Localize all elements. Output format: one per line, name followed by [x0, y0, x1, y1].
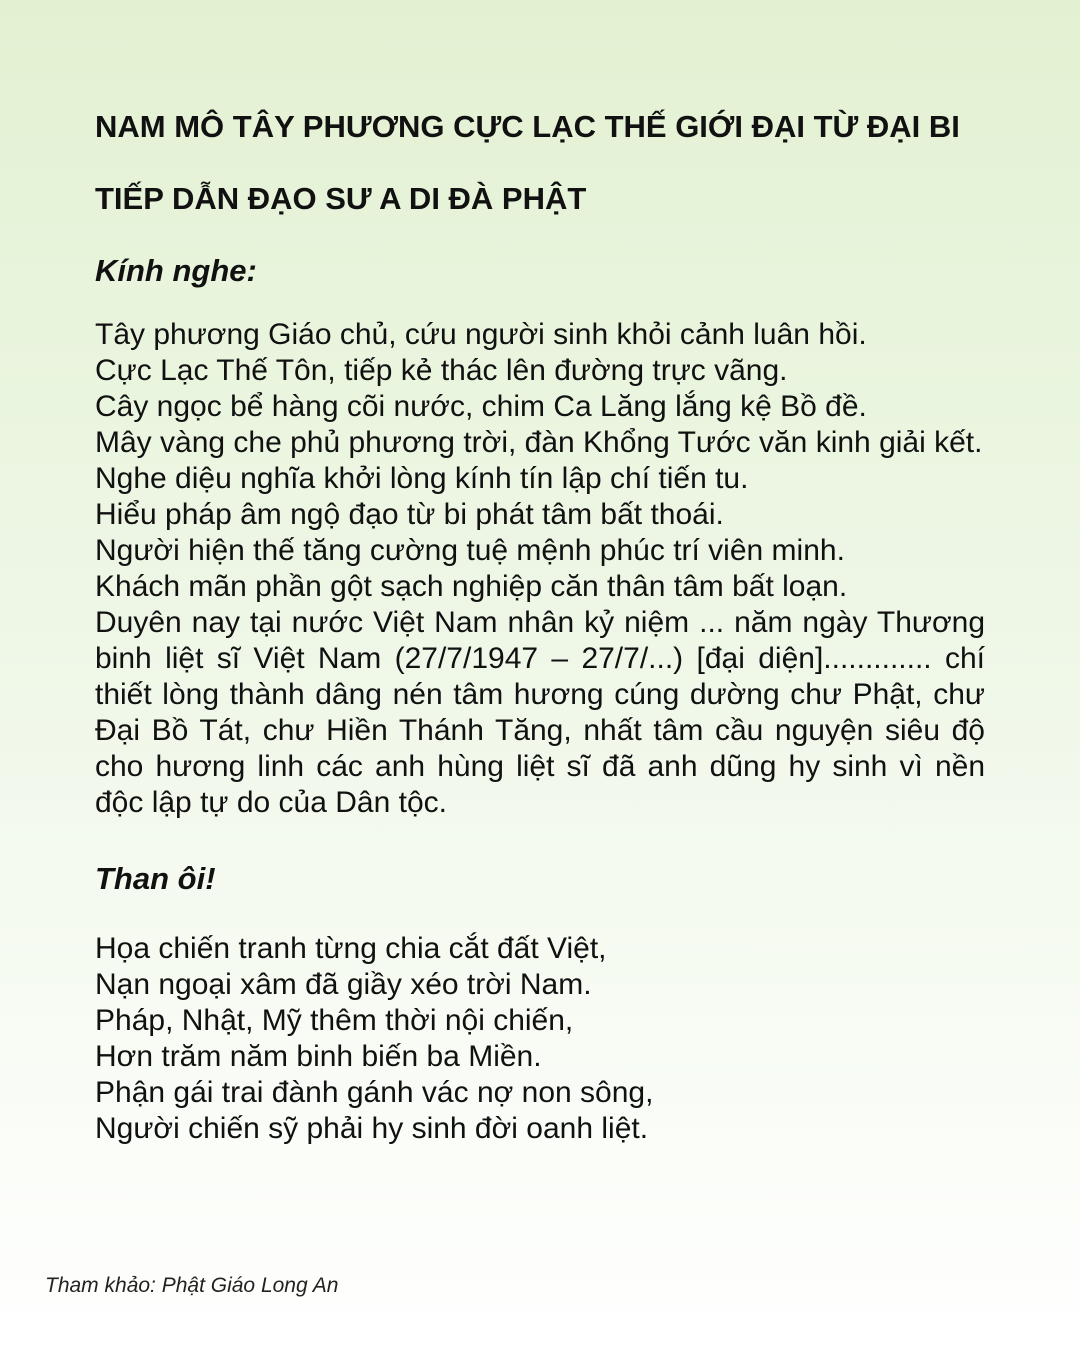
- verse-line: Phận gái trai đành gánh vác nợ non sông,: [95, 1076, 654, 1109]
- dedication-text: Duyên nay tại nước Việt Nam nhân kỷ niệm ... năm ngày Thương binh liệt sĩ Việt Nam (27/7/1947 – 27/7/...) [đại diện]............. chí thiết lòng thành dâng nén tâm hương cúng dường chư Phật, chư Đại Bồ Tát, chư Hiền Thánh Tăng, nhất tâm cầu nguyện siêu độ cho hương linh các anh hùng liệt sĩ đã anh dũng hy sinh vì nền độc lập tự do của Dân tộc.: [95, 606, 985, 819]
- text-line: Hiểu pháp âm ngộ đạo từ bi phát tâm bất thoái.: [95, 498, 724, 531]
- heading-line-1: NAM MÔ TÂY PHƯƠNG CỰC LẠC THẾ GIỚI ĐẠI TỪ ĐẠI BI: [95, 109, 960, 144]
- section-title-than-oi: Than ôi!: [95, 861, 216, 896]
- invocation-paragraph: [95, 317, 985, 821]
- poem-verses: [95, 931, 985, 1147]
- verse-line: Người chiến sỹ phải hy sinh đời oanh liệt.: [95, 1112, 649, 1145]
- verse-line: Nạn ngoại xâm đã giầy xéo trời Nam.: [95, 968, 592, 1001]
- verse-line: Họa chiến tranh từng chia cắt đất Việt,: [95, 932, 607, 965]
- verse-line: Pháp, Nhật, Mỹ thêm thời nội chiến,: [95, 1004, 574, 1037]
- text-line: Tây phương Giáo chủ, cứu người sinh khỏi cảnh luân hồi.: [95, 318, 867, 351]
- text-line: Cây ngọc bể hàng cõi nước, chim Ca Lăng lắng kệ Bồ đề.: [95, 390, 867, 423]
- text-line: Mây vàng che phủ phương trời, đàn Khổng Tước văn kinh giải kết.: [95, 426, 983, 459]
- section-title-kinh-nghe: Kính nghe:: [95, 253, 257, 288]
- text-line: Nghe diệu nghĩa khởi lòng kính tín lập chí tiến tu.: [95, 462, 749, 495]
- reference-footnote: Tham khảo: Phật Giáo Long An: [45, 1274, 339, 1297]
- document-body: [95, 105, 985, 1147]
- text-line: Cực Lạc Thế Tôn, tiếp kẻ thác lên đường trực vãng.: [95, 354, 788, 387]
- text-line: Khách mãn phần gột sạch nghiệp căn thân tâm bất loạn.: [95, 570, 848, 603]
- heading-line-2: TIẾP DẪN ĐẠO SƯ A DI ĐÀ PHẬT: [95, 181, 587, 216]
- text-line: Người hiện thế tăng cường tuệ mệnh phúc trí viên minh.: [95, 534, 845, 567]
- verse-line: Hơn trăm năm binh biến ba Miền.: [95, 1040, 542, 1073]
